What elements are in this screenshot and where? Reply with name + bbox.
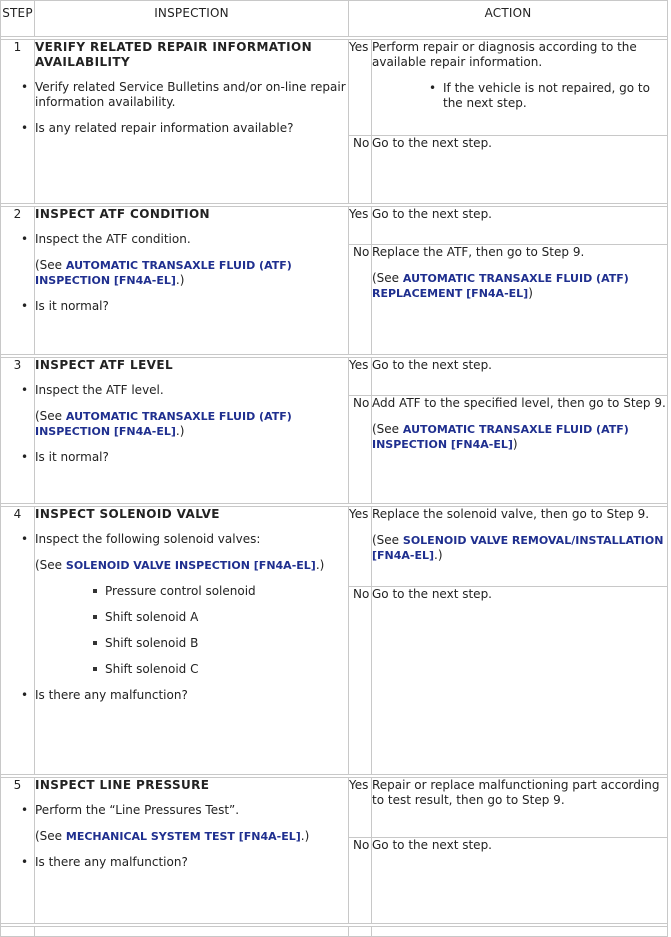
yes-label: Yes — [349, 778, 372, 838]
yes-label: Yes — [349, 207, 372, 245]
solenoid-list — [35, 584, 348, 677]
yes-action: Go to the next step. — [372, 358, 668, 396]
see-close: ) — [528, 286, 533, 300]
cell — [349, 927, 372, 937]
step-3-inspection — [35, 358, 349, 504]
table-header-row — [1, 1, 668, 37]
step-4-yes-row — [1, 507, 668, 587]
solenoid-item: Shift solenoid A — [105, 610, 348, 625]
atf-inspection-link[interactable]: AUTOMATIC TRANSAXLE FLUID (ATF) INSPECTION [FN4A-EL] — [35, 259, 292, 287]
see-reference — [35, 258, 348, 288]
step-5-yes-row — [1, 778, 668, 838]
inspection-list — [35, 803, 348, 870]
yes-label: Yes — [349, 358, 372, 396]
yes-label: Yes — [349, 40, 372, 136]
solenoid-valve-removal-link[interactable]: SOLENOID VALVE REMOVAL/INSTALLATION [FN4A-EL] — [372, 534, 664, 562]
see-reference — [35, 829, 348, 844]
see-open: (See — [35, 829, 66, 843]
step-1-yes-row — [1, 40, 668, 136]
step-number: 5 — [1, 778, 35, 924]
inspection-bullet — [35, 803, 348, 844]
inspection-question: • Is it normal? — [35, 299, 348, 314]
no-action — [372, 396, 668, 504]
solenoid-valve-inspection-link[interactable]: SOLENOID VALVE INSPECTION [FN4A-EL] — [65, 559, 316, 572]
inspection-bullet-text: • Perform the “Line Pressures Test”. — [35, 803, 240, 817]
yes-label: Yes — [349, 507, 372, 587]
step-3-yes-row — [1, 358, 668, 396]
step-title: INSPECT ATF CONDITION — [35, 207, 210, 221]
no-label: No — [349, 396, 372, 504]
yes-action — [372, 40, 668, 136]
inspection-bullet-text: • Inspect the ATF condition. — [35, 232, 191, 246]
see-open: (See — [372, 533, 403, 547]
step-number: 2 — [1, 207, 35, 355]
step-title: INSPECT SOLENOID VALVE — [35, 507, 220, 521]
step-number: 4 — [1, 507, 35, 775]
see-open: (See — [35, 258, 66, 272]
mechanical-system-test-link[interactable]: MECHANICAL SYSTEM TEST [FN4A-EL] — [65, 830, 301, 843]
see-close: .) — [315, 558, 325, 572]
see-close: ) — [512, 437, 518, 451]
step-number: 3 — [1, 358, 35, 504]
no-action: Go to the next step. — [372, 136, 668, 204]
header-action: ACTION — [349, 1, 668, 37]
no-action — [372, 245, 668, 355]
step-1-inspection — [35, 40, 349, 204]
step-5-inspection — [35, 778, 349, 924]
see-close: .) — [175, 424, 185, 438]
inspection-list — [35, 383, 348, 465]
inspection-list — [35, 232, 348, 314]
no-label: No — [349, 136, 372, 204]
see-reference — [372, 422, 667, 452]
header-inspection: INSPECTION — [35, 1, 349, 37]
step-title: INSPECT LINE PRESSURE — [35, 778, 210, 792]
yes-action — [372, 507, 668, 587]
see-open: (See — [35, 409, 66, 423]
see-open: (See — [35, 558, 66, 572]
yes-action: Repair or replace malfunctioning part according to test result, then go to Step 9. — [372, 778, 668, 838]
step-title: VERIFY RELATED REPAIR INFORMATION AVAILABILITY — [35, 40, 313, 69]
see-open: (See — [372, 271, 403, 285]
see-reference — [35, 409, 348, 439]
cell — [372, 927, 668, 937]
see-close: .) — [300, 829, 310, 843]
step-title: INSPECT ATF LEVEL — [35, 358, 174, 372]
action-text: Perform repair or diagnosis according to the available repair information. — [372, 40, 637, 69]
step-2-inspection — [35, 207, 349, 355]
see-open: (See — [372, 422, 403, 436]
inspection-bullet — [35, 232, 348, 288]
see-close: .) — [175, 273, 185, 287]
inspection-list — [35, 532, 348, 703]
atf-inspection-link[interactable]: AUTOMATIC TRANSAXLE FLUID (ATF) INSPECTION [FN4A-EL] — [35, 410, 292, 438]
see-reference — [372, 533, 667, 563]
no-label: No — [349, 245, 372, 355]
yes-action: Go to the next step. — [372, 207, 668, 245]
step-2-yes-row — [1, 207, 668, 245]
solenoid-item: Shift solenoid B — [105, 636, 348, 651]
no-action: Go to the next step. — [372, 838, 668, 924]
header-step: STEP — [1, 1, 35, 37]
see-reference — [35, 558, 348, 573]
no-action: Go to the next step. — [372, 587, 668, 775]
next-step-row-partial — [1, 927, 668, 937]
inspection-bullet: • Verify related Service Bulletins and/or on-line repair information availability. — [35, 80, 348, 110]
action-subitem: • If the vehicle is not repaired, go to the next step. — [443, 81, 667, 111]
cell — [1, 927, 35, 937]
step-number: 1 — [1, 40, 35, 204]
inspection-bullet — [35, 532, 348, 677]
no-label: No — [349, 838, 372, 924]
action-sublist — [372, 81, 667, 111]
no-label: No — [349, 587, 372, 775]
inspection-question: • Is it normal? — [35, 450, 348, 465]
action-text: Add ATF to the specified level, then go to Step 9. — [372, 396, 666, 410]
inspection-question: • Is any related repair information available? — [35, 121, 348, 136]
action-text: Replace the solenoid valve, then go to Step 9. — [372, 507, 650, 521]
inspection-question: • Is there any malfunction? — [35, 688, 348, 703]
inspection-bullet — [35, 383, 348, 439]
inspection-list — [35, 80, 348, 136]
step-4-inspection — [35, 507, 349, 775]
solenoid-item: Shift solenoid C — [105, 662, 348, 677]
inspection-question: • Is there any malfunction? — [35, 855, 348, 870]
cell — [35, 927, 349, 937]
see-reference — [372, 271, 667, 301]
inspection-bullet-text: • Inspect the following solenoid valves: — [35, 532, 261, 546]
atf-inspection-link[interactable]: AUTOMATIC TRANSAXLE FLUID (ATF) INSPECTION [FN4A-EL] — [372, 423, 629, 451]
solenoid-item: Pressure control solenoid — [105, 584, 348, 599]
see-close: .) — [434, 548, 443, 562]
action-text: Replace the ATF, then go to Step 9. — [372, 245, 585, 259]
inspection-bullet-text: • Inspect the ATF level. — [35, 383, 164, 397]
atf-replacement-link[interactable]: AUTOMATIC TRANSAXLE FLUID (ATF) REPLACEMENT [FN4A-EL] — [372, 272, 629, 300]
